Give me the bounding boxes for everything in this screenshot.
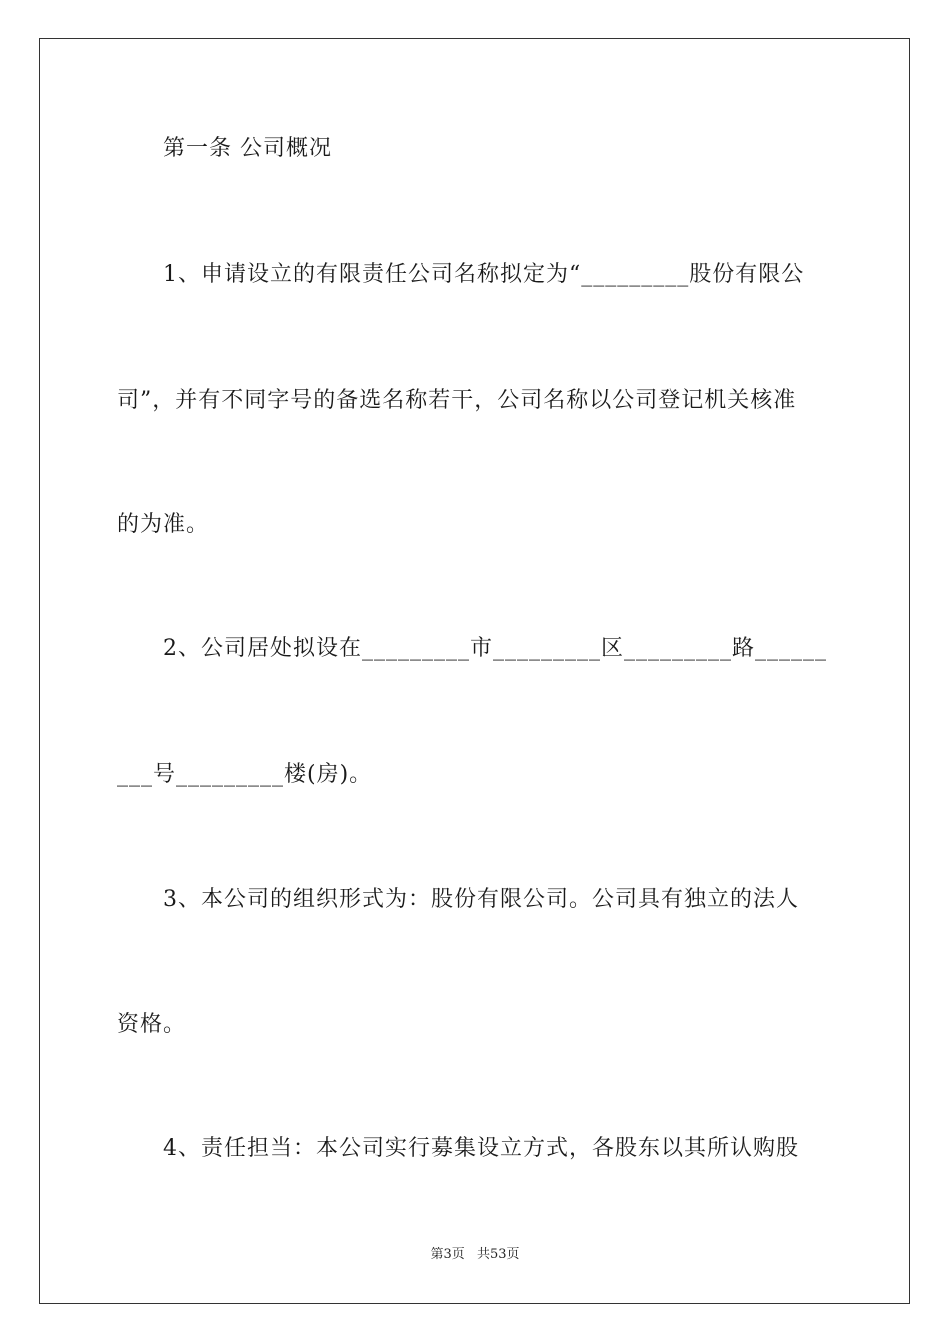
paragraph-line: 4、责任担当：本公司实行募集设立方式，各股东以其所认购股: [163, 1136, 799, 1161]
page-footer: [0, 1243, 950, 1262]
paragraph-line: 资格。: [117, 1012, 187, 1037]
paragraph-line: 1、申请设立的有限责任公司名称拟定为“_________股份有限公: [163, 262, 805, 287]
paragraph-line: 3、本公司的组织形式为：股份有限公司。公司具有独立的法人: [163, 887, 799, 912]
paragraph-line: 2、公司居处拟设在_________市_________区_________路______: [163, 636, 827, 661]
section-heading: 第一条 公司概况: [163, 136, 332, 161]
paragraph-line: ___号_________楼(房)。: [117, 762, 373, 787]
page-border: [39, 38, 910, 1304]
page-number: 第3页: [430, 1247, 465, 1262]
paragraph-line: 的为准。: [117, 512, 210, 537]
page-total: 共53页: [476, 1247, 520, 1262]
paragraph-line: 司”，并有不同字号的备选名称若干，公司名称以公司登记机关核准: [117, 388, 797, 413]
